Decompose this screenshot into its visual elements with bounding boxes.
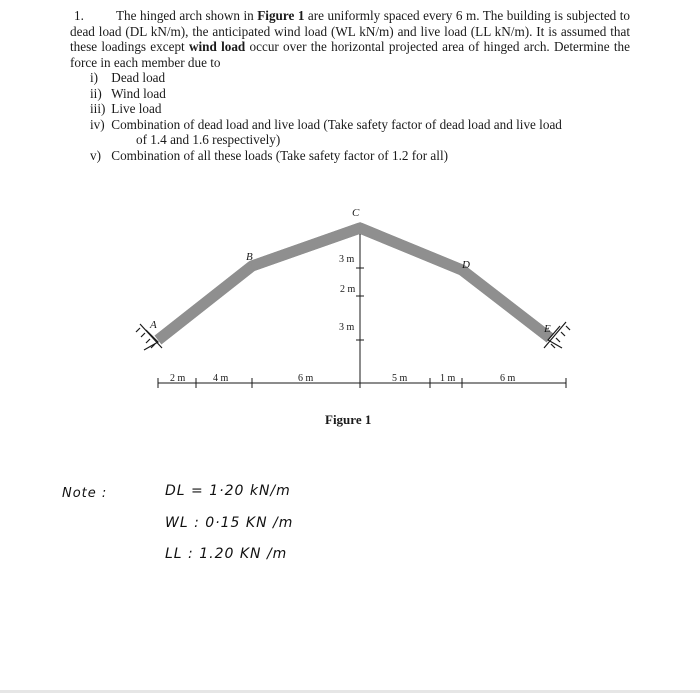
height-mid-label: 2 m — [340, 284, 356, 295]
task-item-live-load: iii) Live load — [90, 101, 162, 116]
span-2-label: 4 m — [213, 373, 229, 384]
task-item-combination-dl-ll: iv) Combination of dead load and live load (Take safety factor of dead load and live load of 1.4 and 1.6 respectively) — [90, 116, 562, 147]
member-ab — [158, 266, 252, 340]
member-cd — [360, 228, 462, 270]
member-de — [462, 270, 550, 338]
node-e-label: E — [544, 323, 551, 335]
node-b-label: B — [246, 251, 253, 263]
span-5-label: 1 m — [440, 373, 456, 384]
para-wind-load: wind load — [188, 39, 246, 54]
figure-caption: Figure 1 — [325, 412, 372, 427]
task-item-wind-load: ii) Wind load — [90, 85, 166, 101]
para-text-3: occur over the horizontal projected area of hinged arch. Determine the force in each member due to — [70, 39, 630, 70]
span-6-label: 6 m — [500, 373, 516, 384]
problem-number: 1. — [74, 8, 84, 23]
note-label: Note : — [62, 486, 108, 501]
height-low-label: 3 m — [339, 322, 355, 333]
para-text-1: The hinged arch shown in — [116, 8, 258, 23]
node-a-label: A — [150, 319, 157, 331]
para-text-2: are uniformly spaced every 6 m. The building is subjected to dead load (DL kN/m), the anticipated wind load (WL kN/m) and live load (LL kN/m). It is assumed that these loadings except — [70, 8, 631, 54]
node-c-label: C — [352, 207, 360, 219]
node-d-label: D — [462, 259, 470, 271]
span-1-label: 2 m — [170, 373, 186, 384]
span-4-label: 5 m — [392, 373, 408, 384]
note-live-load: LL : 1.20 KN /m — [165, 546, 288, 562]
note-wind-load: WL : 0·15 KN /m — [165, 515, 294, 531]
height-top-label: 3 m — [339, 254, 355, 265]
task-item-dead-load: i) Dead load — [90, 70, 166, 85]
para-figure-ref: Figure 1 — [257, 8, 305, 23]
note-dead-load: DL = 1·20 kN/m — [165, 483, 291, 499]
span-3-label: 6 m — [298, 373, 314, 384]
task-item-combination-all: v) Combination of all these loads (Take safety factor of 1.2 for all) — [90, 147, 449, 163]
